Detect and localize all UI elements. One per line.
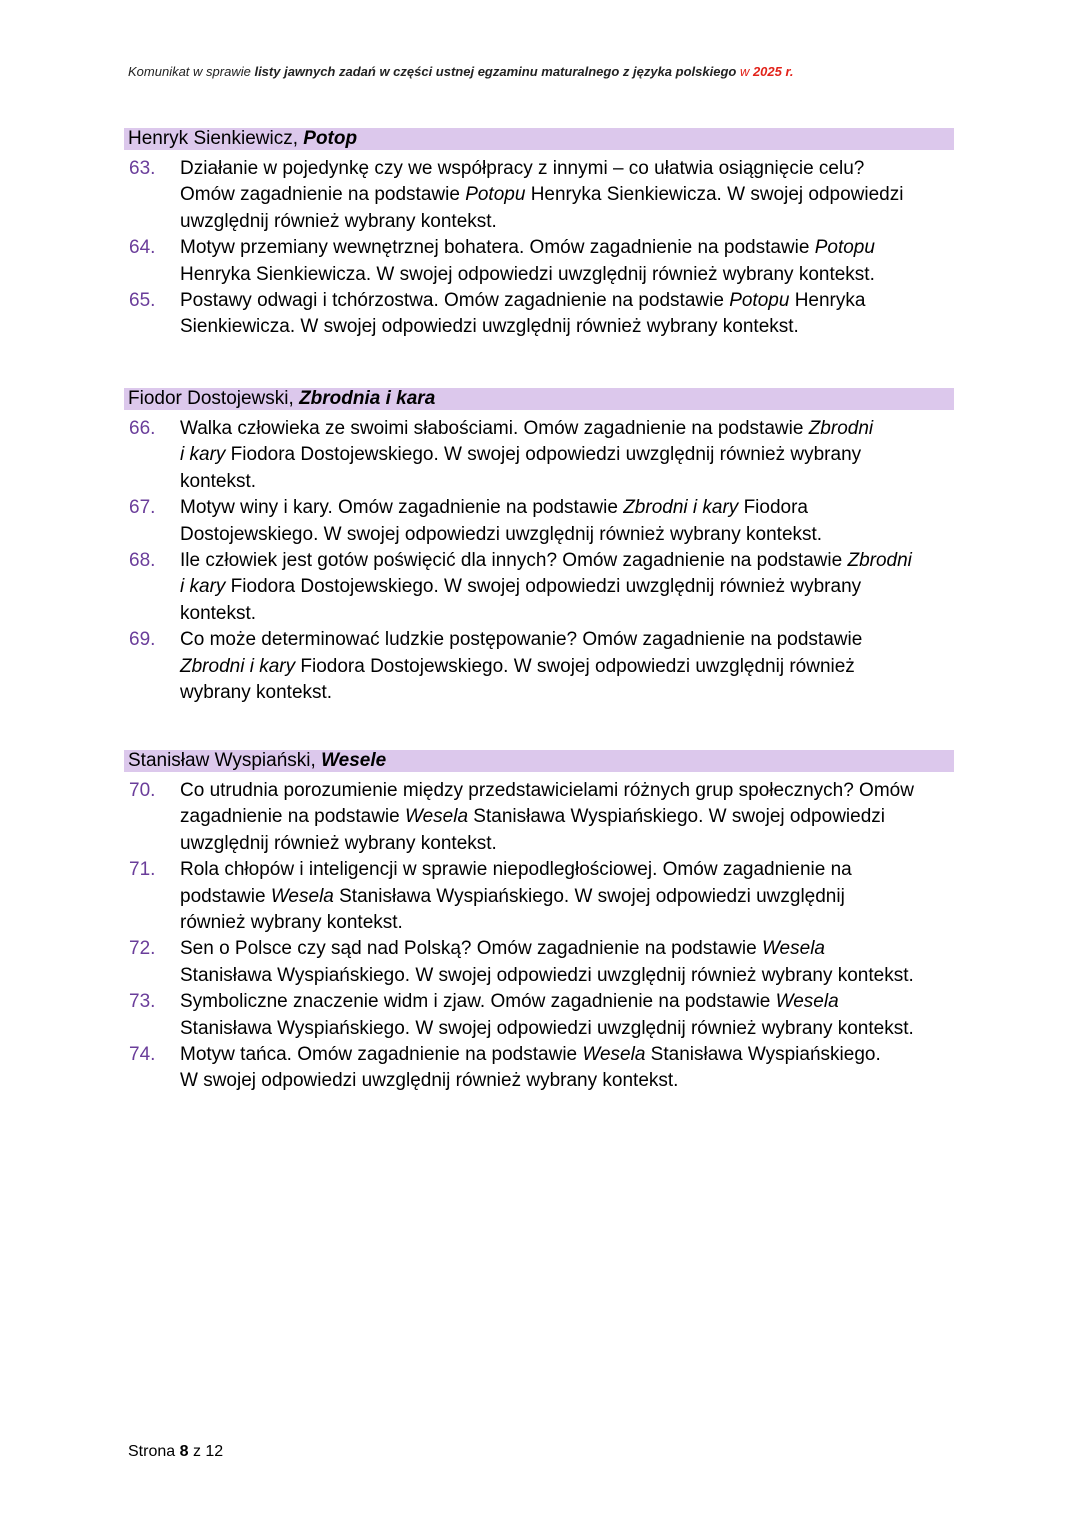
task-text: Walka człowieka ze swoimi słabościami. Omów zagadnienie na podstawie xyxy=(180,418,809,439)
task-text-line xyxy=(180,831,954,857)
task-text-line xyxy=(180,469,954,495)
task-text: Stanisława Wyspiańskiego. W swojej odpowiedzi uwzględnij xyxy=(333,885,845,907)
work-title-italic: i kary xyxy=(180,576,226,598)
task-text: Fiodora Dostojewskiego. W swojej odpowiedzi uwzględnij również wybrany xyxy=(225,444,862,466)
task-text-line xyxy=(180,288,954,314)
task-text: Sienkiewicza. W swojej odpowiedzi uwzględnij również wybrany kontekst. xyxy=(180,316,799,338)
task-text-line xyxy=(180,884,954,910)
task-text-line xyxy=(180,182,954,208)
section-title: Potop xyxy=(303,128,358,149)
task-text: Działanie w pojedynkę czy we współpracy z innymi – co ułatwia osiągnięcie celu? xyxy=(180,158,865,179)
work-title-italic: Zbrodni i kary xyxy=(623,497,739,519)
task-text: Dostojewskiego. W swojej odpowiedzi uwzględnij również wybrany kontekst. xyxy=(180,523,823,545)
task-text: uwzględnij również wybrany kontekst. xyxy=(180,210,497,232)
work-title-italic: Wesela xyxy=(405,806,469,828)
work-title-italic: Wesela xyxy=(761,938,825,960)
task-text-line xyxy=(180,778,954,804)
section-potop xyxy=(124,128,954,341)
page-header xyxy=(128,64,793,79)
task-text-line xyxy=(180,857,954,883)
task-number: 72. xyxy=(129,938,156,960)
page-footer xyxy=(128,1443,223,1461)
task-text: Motyw tańca. Omów zagadnienie na podstawie xyxy=(180,1044,583,1066)
task-number: 64. xyxy=(129,237,156,259)
task-text-line xyxy=(180,1042,954,1068)
task-text: zagadnienie na podstawie xyxy=(180,806,406,828)
work-title-italic: Zbrodni xyxy=(847,550,912,572)
task-text: Fiodora Dostojewskiego. W swojej odpowiedzi uwzględnij również wybrany xyxy=(225,576,862,598)
task-text-line xyxy=(180,262,954,288)
task-item xyxy=(124,235,954,288)
work-title-italic: Potopu xyxy=(465,184,526,206)
task-text: Stanisława Wyspiańskiego. W swojej odpowiedzi uwzględnij również wybrany kontekst. xyxy=(180,1017,914,1039)
task-text: Motyw przemiany wewnętrznej bohatera. Omów zagadnienie na podstawie xyxy=(180,237,815,259)
task-text-line xyxy=(180,548,954,574)
task-text-line xyxy=(180,963,954,989)
task-text-line xyxy=(180,936,954,962)
task-text-line xyxy=(180,1016,954,1042)
work-title-italic: Potopu xyxy=(814,237,875,259)
task-text: Fiodora xyxy=(738,497,808,519)
task-text: Symboliczne znaczenie widm i zjaw. Omów zagadnienie na podstawie xyxy=(180,991,776,1013)
task-text: uwzględnij również wybrany kontekst. xyxy=(180,832,497,854)
task-text: kontekst. xyxy=(180,470,257,492)
task-text: podstawie xyxy=(180,885,271,907)
task-item xyxy=(124,778,954,857)
task-text-line xyxy=(180,314,954,340)
task-text: Stanisława Wyspiańskiego. W swojej odpowiedzi uwzględnij również wybrany kontekst. xyxy=(180,964,914,986)
task-text: Henryka Sienkiewicza. W swojej odpowiedzi xyxy=(525,184,904,206)
task-text: Stanisława Wyspiańskiego. xyxy=(645,1044,881,1066)
section-author: Stanisław Wyspiański, xyxy=(128,750,322,771)
section-wesele xyxy=(124,750,954,1095)
task-number: 67. xyxy=(129,497,156,519)
task-text: kontekst. xyxy=(180,602,257,624)
section-heading xyxy=(124,750,954,772)
task-text: Co utrudnia porozumienie między przedstawicielami różnych grup społecznych? Omów xyxy=(180,780,914,801)
task-text-line xyxy=(180,1068,954,1094)
task-text: Rola chłopów i inteligencji w sprawie niepodległościowej. Omów zagadnienie na xyxy=(180,859,852,881)
task-item xyxy=(124,936,954,989)
task-number: 71. xyxy=(129,859,156,881)
task-item xyxy=(124,288,954,341)
task-text: Sen o Polsce czy sąd nad Polską? Omów zagadnienie na podstawie xyxy=(180,938,762,960)
task-number: 69. xyxy=(129,629,156,651)
task-text-line xyxy=(180,601,954,627)
task-text-line xyxy=(180,804,954,830)
task-item xyxy=(124,548,954,627)
task-text-line xyxy=(180,989,954,1015)
task-text: Fiodora Dostojewskiego. W swojej odpowiedzi uwzględnij również xyxy=(295,655,855,677)
section-author: Henryk Sienkiewicz, xyxy=(128,128,304,149)
task-text-line xyxy=(180,522,954,548)
header-text-2: listy jawnych zadań w części ustnej egzaminu maturalnego z języka polskiego xyxy=(254,64,737,79)
task-text-line xyxy=(180,416,954,442)
footer-middle: z xyxy=(188,1443,206,1460)
section-title: Zbrodnia i kara xyxy=(299,388,436,409)
task-text-line xyxy=(180,910,954,936)
task-item xyxy=(124,1042,954,1095)
task-text: Henryka xyxy=(789,290,866,312)
task-text-line xyxy=(180,627,954,653)
task-number: 68. xyxy=(129,550,156,572)
task-text: wybrany kontekst. xyxy=(180,682,333,704)
task-item xyxy=(124,495,954,548)
task-number: 73. xyxy=(129,991,156,1013)
task-text: Henryka Sienkiewicza. W swojej odpowiedzi uwzględnij również wybrany kontekst. xyxy=(180,263,875,285)
task-text: Stanisława Wyspiańskiego. W swojej odpowiedzi xyxy=(468,806,885,828)
task-text-line xyxy=(180,495,954,521)
footer-page-number: 8 xyxy=(179,1443,189,1460)
task-item xyxy=(124,857,954,936)
work-title-italic: Wesela xyxy=(775,991,839,1013)
task-text-line xyxy=(180,209,954,235)
task-text: Postawy odwagi i tchórzostwa. Omów zagadnienie na podstawie xyxy=(180,290,730,312)
footer-prefix: Strona xyxy=(128,1443,180,1460)
work-title-italic: Wesela xyxy=(582,1044,646,1066)
task-text: Omów zagadnienie na podstawie xyxy=(180,184,466,206)
task-item xyxy=(124,989,954,1042)
task-number: 70. xyxy=(129,780,156,801)
footer-total-pages: 12 xyxy=(205,1443,224,1460)
task-text-line xyxy=(180,574,954,600)
task-number: 74. xyxy=(129,1044,156,1066)
task-text: Motyw winy i kary. Omów zagadnienie na podstawie xyxy=(180,497,624,519)
section-heading xyxy=(124,388,954,410)
task-text: również wybrany kontekst. xyxy=(180,912,403,934)
section-title: Wesele xyxy=(321,750,387,771)
work-title-italic: Potopu xyxy=(729,290,790,312)
task-text-line xyxy=(180,680,954,706)
task-text: Co może determinować ludzkie postępowanie? Omów zagadnienie na podstawie xyxy=(180,629,863,651)
work-title-italic: i kary xyxy=(180,444,226,466)
header-text-3: w xyxy=(736,64,753,79)
task-number: 65. xyxy=(129,290,156,312)
section-zbrodnia-i-kara xyxy=(124,388,954,706)
task-item xyxy=(124,156,954,235)
section-heading xyxy=(124,128,954,150)
work-title-italic: Wesela xyxy=(270,885,334,907)
task-item xyxy=(124,416,954,495)
task-text: Ile człowiek jest gotów poświęcić dla innych? Omów zagadnienie na podstawie xyxy=(180,550,848,572)
section-author: Fiodor Dostojewski, xyxy=(128,388,300,409)
header-year: 2025 r. xyxy=(752,64,794,79)
task-text-line xyxy=(180,235,954,261)
header-text-1: Komunikat w sprawie xyxy=(128,64,255,79)
task-item xyxy=(124,627,954,706)
task-number: 63. xyxy=(129,158,156,179)
work-title-italic: Zbrodni xyxy=(808,418,874,439)
task-text-line xyxy=(180,442,954,468)
task-text-line xyxy=(180,156,954,182)
work-title-italic: Zbrodni i kary xyxy=(180,655,296,677)
task-text: W swojej odpowiedzi uwzględnij również wybrany kontekst. xyxy=(180,1070,679,1092)
task-text-line xyxy=(180,654,954,680)
task-number: 66. xyxy=(129,418,156,439)
